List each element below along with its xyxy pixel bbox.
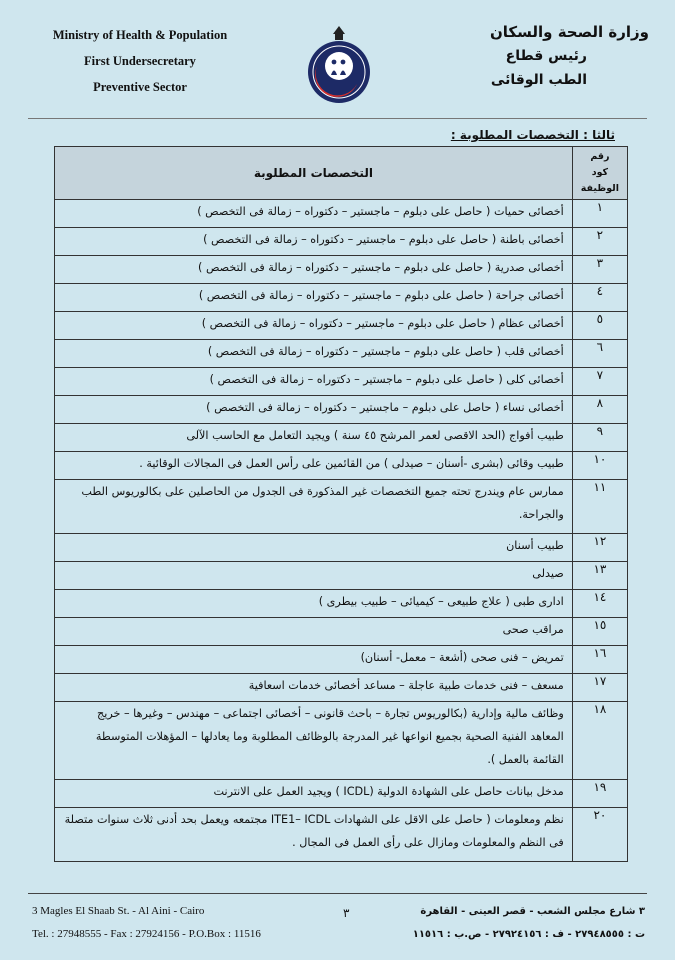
- row-code: ٥: [572, 312, 627, 340]
- row-code: ٣: [572, 256, 627, 284]
- row-specialization: تمريض – فنى صحى (أشعة – معمل- أسنان): [55, 646, 573, 674]
- footer-divider: [28, 893, 647, 894]
- row-code: ١٣: [572, 562, 627, 590]
- table-row: [55, 480, 628, 534]
- table-row: [55, 228, 628, 256]
- english-header-line-2: First Undersecretary: [84, 54, 196, 68]
- ministry-logo-icon: [303, 22, 375, 110]
- row-specialization: مدخل بيانات حاصل على الشهادة الدولية (ICDL ) ويجيد العمل على الانترنت: [55, 780, 573, 808]
- table-row: [55, 312, 628, 340]
- arabic-header-line-2: رئيس قطاع: [505, 48, 587, 64]
- section-title: ثالثا : التخصصات المطلوبة :: [450, 128, 615, 142]
- row-code: ٧: [572, 368, 627, 396]
- arabic-header-line-1: وزارة الصحة والسكان: [489, 23, 649, 41]
- english-header-line-1: Ministry of Health & Population: [52, 28, 228, 42]
- table-row: [55, 534, 628, 562]
- row-code: ١٩: [572, 780, 627, 808]
- row-specialization: مسعف – فنى خدمات طبية عاجلة – مساعد أخصائى خدمات اسعافية: [55, 674, 573, 702]
- row-specialization: أخصائى باطنة ( حاصل على دبلوم – ماجستير – دكتوراه – زمالة فى التخصص ): [55, 228, 573, 256]
- row-specialization: أخصائى عظام ( حاصل على دبلوم – ماجستير – دكتوراه – زمالة فى التخصص ): [55, 312, 573, 340]
- page-number: ٣: [343, 906, 350, 920]
- row-code: ١٥: [572, 618, 627, 646]
- table-row: [55, 808, 628, 862]
- english-footer: [32, 900, 261, 946]
- row-specialization: أخصائى جراحة ( حاصل على دبلوم – ماجستير – دكتوراه – زمالة فى التخصص ): [55, 284, 573, 312]
- english-header: [30, 22, 250, 100]
- row-code: ١٨: [572, 702, 627, 780]
- row-code: ١٦: [572, 646, 627, 674]
- header-code-number: رقم كود الوظيفة: [572, 147, 627, 200]
- arabic-footer: [413, 900, 645, 946]
- specializations-table: [54, 146, 628, 862]
- row-code: ١١: [572, 480, 627, 534]
- table-row: [55, 590, 628, 618]
- arabic-address: ٣ شارع مجلس الشعب - قصر العينى - القاهرة: [420, 906, 645, 917]
- row-code: ١: [572, 200, 627, 228]
- table-row: [55, 618, 628, 646]
- table-row: [55, 424, 628, 452]
- row-specialization: أخصائى حميات ( حاصل على دبلوم – ماجستير – دكتوراه – زمالة فى التخصص ): [55, 200, 573, 228]
- header-specialization: التخصصات المطلوبة: [55, 147, 573, 200]
- arabic-header-line-3: الطب الوقائى: [490, 72, 587, 88]
- row-code: ٩: [572, 424, 627, 452]
- row-code: ١٠: [572, 452, 627, 480]
- row-code: ٢: [572, 228, 627, 256]
- english-header-line-3: Preventive Sector: [93, 80, 187, 94]
- table-header-row: [55, 147, 628, 200]
- header-divider: [28, 118, 647, 119]
- table-row: [55, 396, 628, 424]
- table-row: [55, 646, 628, 674]
- row-specialization: أخصائى صدرية ( حاصل على دبلوم – ماجستير – دكتوراه – زمالة فى التخصص ): [55, 256, 573, 284]
- english-contact: Tel. : 27948555 - Fax : 27924156 - P.O.Box : 11516: [32, 928, 261, 940]
- row-specialization: ممارس عام ويندرج تحته جميع التخصصات غير المذكورة فى الجدول من الحاصلين على بكالوريوس الطب والجراحة.: [55, 480, 573, 534]
- row-code: ٦: [572, 340, 627, 368]
- table-row: [55, 284, 628, 312]
- row-specialization: طبيب أفواج (الحد الاقصى لعمر المرشح ٤٥ سنة ) ويجيد التعامل مع الحاسب الآلى: [55, 424, 573, 452]
- row-code: ١٤: [572, 590, 627, 618]
- table-row: [55, 368, 628, 396]
- row-specialization: نظم ومعلومات ( حاصل على الاقل على الشهادات ITE1– ICDL مجتمعه ويعمل بحد أدنى ثلاث سنوات متصلة فى النظم والمعلومات ومازال على رأى العمل فى المجال .: [55, 808, 573, 862]
- row-specialization: وظائف مالية وإدارية (بكالوريوس تجارة – باحث قانونى – أخصائى اجتماعى – مهندس – وغيرها – خريج المعاهد الفنية الصحية بجميع انواعها غير المدرجة بالوظائف المطلوبة وما يعادلها – المؤهلات المتوسطة القائمة بالعمل ).: [55, 702, 573, 780]
- table-row: [55, 780, 628, 808]
- table-row: [55, 702, 628, 780]
- row-specialization: طبيب أسنان: [55, 534, 573, 562]
- row-code: ١٧: [572, 674, 627, 702]
- row-specialization: أخصائى كلى ( حاصل على دبلوم – ماجستير – دكتوراه – زمالة فى التخصص ): [55, 368, 573, 396]
- row-specialization: طبيب وقائى (بشرى -أسنان – صيدلى ) من القائمين على رأس العمل فى المجالات الوقائية .: [55, 452, 573, 480]
- row-specialization: مراقب صحى: [55, 618, 573, 646]
- table-row: [55, 340, 628, 368]
- row-specialization: صيدلى: [55, 562, 573, 590]
- row-code: ٤: [572, 284, 627, 312]
- row-specialization: ادارى طبى ( علاج طبيعى – كيميائى – طبيب بيطرى ): [55, 590, 573, 618]
- arabic-contact: ت : ٢٧٩٤٨٥٥٥ - ف : ٢٧٩٢٤١٥٦ - ص.ب : ١١٥١٦: [412, 929, 645, 940]
- table-row: [55, 674, 628, 702]
- table-row: [55, 256, 628, 284]
- row-specialization: أخصائى نساء ( حاصل على دبلوم – ماجستير – دكتوراه – زمالة فى التخصص ): [55, 396, 573, 424]
- table-row: [55, 200, 628, 228]
- row-code: ٨: [572, 396, 627, 424]
- table-row: [55, 562, 628, 590]
- table-row: [55, 452, 628, 480]
- arabic-header: [429, 20, 649, 92]
- row-code: ٢٠: [572, 808, 627, 862]
- row-code: ١٢: [572, 534, 627, 562]
- english-address: 3 Magles El Shaab St. - Al Aini - Cairo: [32, 905, 205, 917]
- row-specialization: أخصائى قلب ( حاصل على دبلوم – ماجستير – دكتوراه – زمالة فى التخصص ): [55, 340, 573, 368]
